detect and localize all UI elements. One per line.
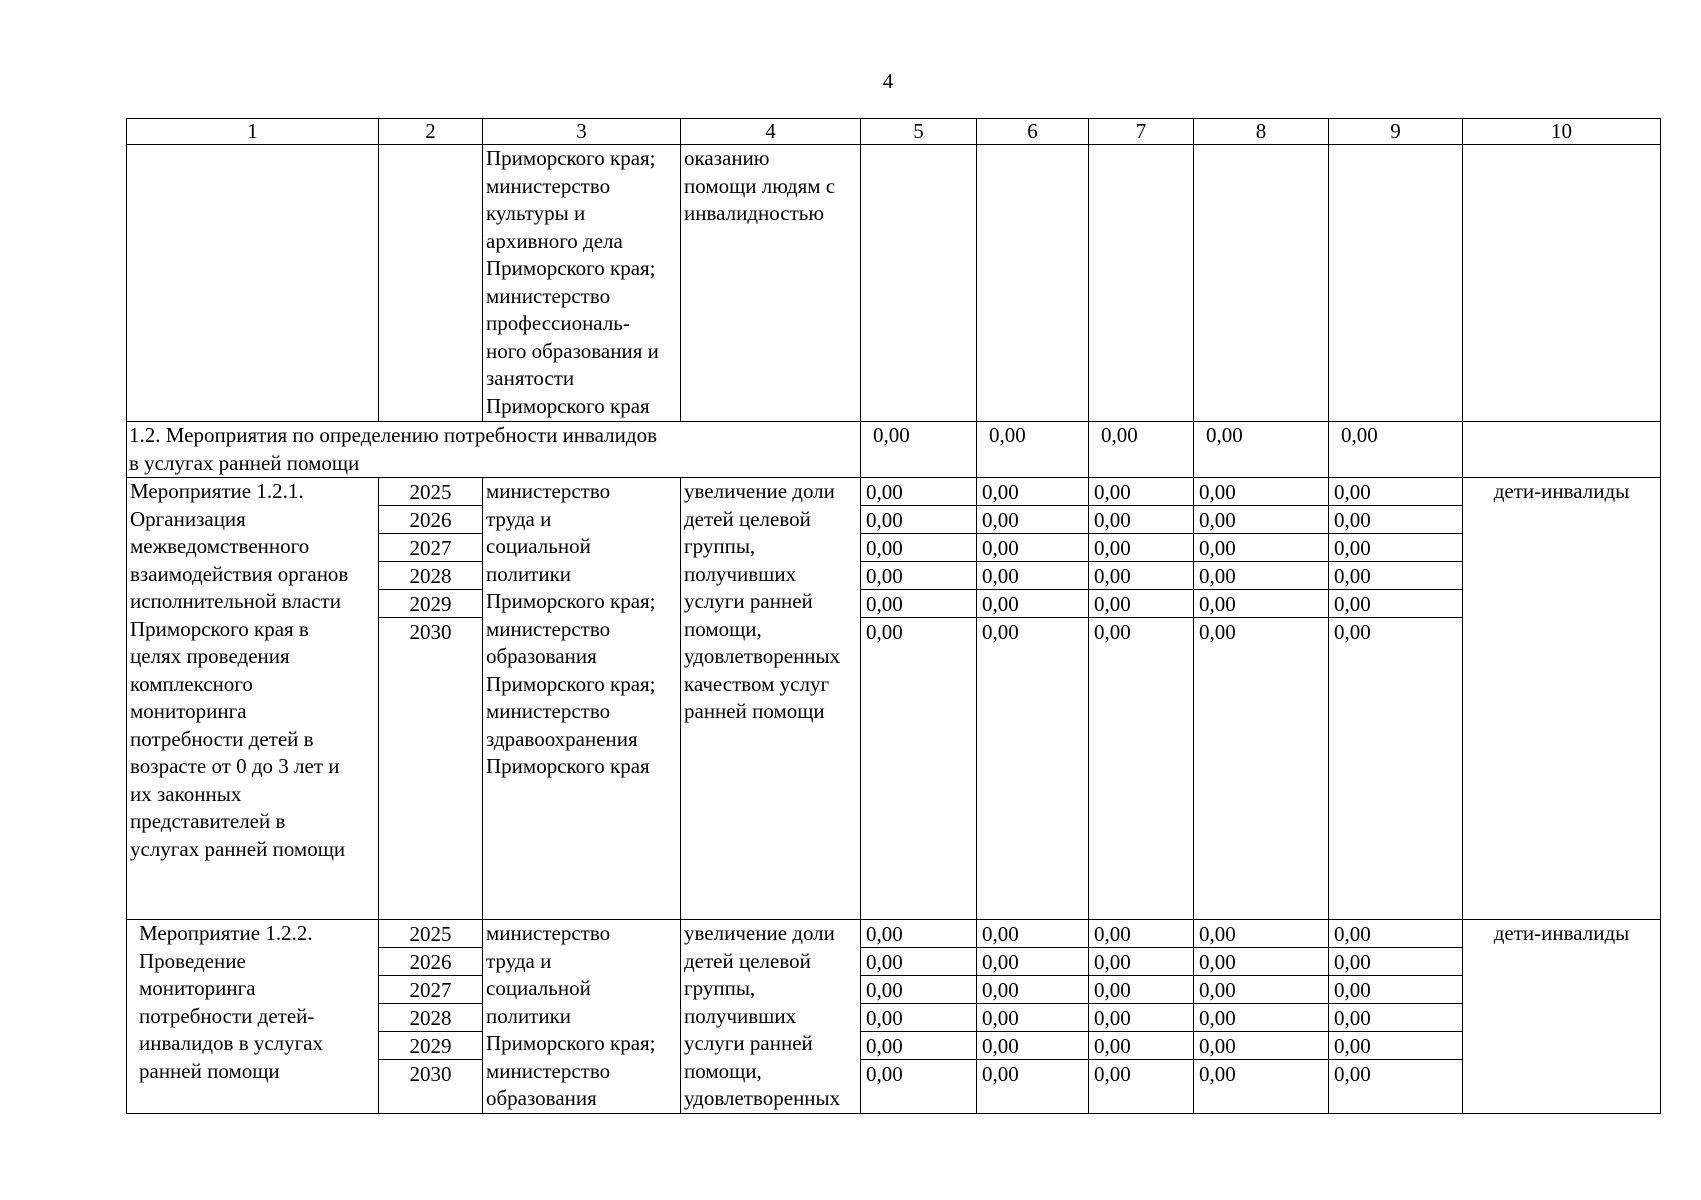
text-line: Приморского края; <box>486 146 656 170</box>
values-cell <box>1089 478 1194 920</box>
text-line: здравоохранения <box>486 726 638 751</box>
result-cell <box>681 478 861 920</box>
values-cell <box>861 478 977 920</box>
text-line: архивного дела <box>486 228 623 253</box>
header-cell: 6 <box>977 119 1089 145</box>
sub-cell: 0,00 <box>1329 506 1463 534</box>
text-line: Приморского края; <box>486 1031 656 1055</box>
result-cell <box>681 920 861 1114</box>
text-line: представителей в <box>130 809 286 833</box>
sub-cell: 0,00 <box>1329 478 1463 506</box>
header-cell: 5 <box>861 119 977 145</box>
header-cell: 4 <box>681 119 861 145</box>
sub-cell: 0,00 <box>861 590 977 618</box>
sub-cell: 0,00 <box>1334 620 1371 644</box>
text-line: детей целевой <box>684 506 811 531</box>
sub-cell: 2029 <box>379 590 483 618</box>
text-line: потребности детей в <box>130 726 314 751</box>
sub-cell: 0,00 <box>1329 920 1463 948</box>
section-value: 0,00 <box>1089 422 1194 478</box>
sub-cell: 0,00 <box>1194 506 1329 534</box>
values-cell <box>861 920 977 1114</box>
result-cell <box>681 145 861 422</box>
sub-cell: 0,00 <box>861 1004 977 1032</box>
text-line: профессиональ- <box>486 311 630 335</box>
text-line: инвалидов в услугах <box>139 1031 324 1055</box>
text-line: министерство <box>486 173 611 198</box>
text-line: политики <box>486 1003 572 1028</box>
sub-cell: 0,00 <box>1194 948 1329 976</box>
sub-cell: 0,00 <box>1094 620 1131 644</box>
sub-cell: 2026 <box>379 506 483 534</box>
text-line: министерство <box>486 699 611 723</box>
sub-cell: 0,00 <box>1199 1062 1236 1086</box>
header-cell: 3 <box>483 119 681 145</box>
sub-cell: 0,00 <box>1194 1032 1329 1060</box>
sub-cell: 2030 <box>409 620 452 644</box>
text-line: социальной <box>486 976 591 1000</box>
text-line: занятости <box>486 366 575 390</box>
text-line: группы, <box>684 534 756 558</box>
header-row <box>127 119 1661 145</box>
sub-cell: 0,00 <box>1199 620 1236 644</box>
years-cell <box>379 920 483 1114</box>
text-line: мониторинга <box>139 976 256 1000</box>
sub-cell: 0,00 <box>866 1062 903 1086</box>
header-cell: 1 <box>127 119 379 145</box>
sub-cell: 0,00 <box>1329 590 1463 618</box>
sub-cell: 0,00 <box>861 562 977 590</box>
section-title: в услугах ранней помощи <box>129 450 360 475</box>
text-line: труда и <box>486 948 552 973</box>
activity-row <box>127 920 1661 1114</box>
activity-name <box>127 478 379 920</box>
text-line: Приморского края <box>486 754 650 778</box>
text-line: получивших <box>684 561 797 586</box>
text-line: министерство <box>486 283 611 308</box>
text-line: качеством услуг <box>684 671 830 696</box>
text-line: мониторинга <box>130 699 247 723</box>
header-cell: 10 <box>1463 119 1661 145</box>
text-line: взаимодействия органов <box>130 561 349 586</box>
text-line: помощи, <box>684 616 762 641</box>
text-line: детей целевой <box>684 948 811 973</box>
executors-cell <box>483 920 681 1114</box>
sub-cell: 0,00 <box>866 620 903 644</box>
sub-cell: 2028 <box>379 1004 483 1032</box>
sub-cell: 0,00 <box>982 1062 1019 1086</box>
text-line: Проведение <box>139 948 246 973</box>
text-line: Приморского края в <box>130 616 309 641</box>
executors-cell <box>483 145 681 422</box>
sub-cell: 0,00 <box>861 948 977 976</box>
text-line: исполнительной власти <box>130 589 341 613</box>
text-line: министерство <box>486 1058 611 1083</box>
text-line: политики <box>486 561 572 586</box>
sub-cell: 2029 <box>379 1032 483 1060</box>
sub-cell: 0,00 <box>1329 534 1463 562</box>
text-line: помощи, <box>684 1058 762 1083</box>
sub-cell: 0,00 <box>1329 948 1463 976</box>
section-row <box>127 422 1661 478</box>
text-line: увеличение доли <box>684 921 835 945</box>
text-line: увеличение доли <box>684 479 835 503</box>
sub-cell: 0,00 <box>977 948 1089 976</box>
sub-cell: 0,00 <box>1089 478 1194 506</box>
sub-cell: 0,00 <box>977 1032 1089 1060</box>
sub-cell: 0,00 <box>1089 948 1194 976</box>
sub-cell: 0,00 <box>861 920 977 948</box>
text-line: министерство <box>486 479 611 503</box>
values-cell <box>1194 920 1329 1114</box>
target-group: дети-инвалиды <box>1463 478 1661 920</box>
sub-cell: 0,00 <box>982 620 1019 644</box>
section-value: 0,00 <box>1329 422 1463 478</box>
section-value: 0,00 <box>977 422 1089 478</box>
sub-cell: 0,00 <box>1194 590 1329 618</box>
values-cell <box>977 920 1089 1114</box>
header-cell: 9 <box>1329 119 1463 145</box>
years-cell <box>379 478 483 920</box>
continuation-row <box>127 145 1661 422</box>
text-line: потребности детей- <box>139 1003 315 1028</box>
text-line: помощи людям с <box>684 173 836 198</box>
text-line: Мероприятие 1.2.1. <box>130 479 304 503</box>
section-value: 0,00 <box>861 422 977 478</box>
sub-cell: 0,00 <box>1329 1004 1463 1032</box>
sub-cell: 2028 <box>379 562 483 590</box>
text-line: получивших <box>684 1003 797 1028</box>
sub-cell: 0,00 <box>1089 920 1194 948</box>
text-line: образования <box>486 1086 597 1110</box>
sub-cell: 0,00 <box>1089 590 1194 618</box>
values-cell <box>1329 920 1463 1114</box>
executors-cell <box>483 478 681 920</box>
sub-cell: 0,00 <box>977 976 1089 1004</box>
activity-name <box>127 920 379 1114</box>
sub-cell: 0,00 <box>861 506 977 534</box>
text-line: Приморского края; <box>486 589 656 613</box>
text-line: оказанию <box>684 146 770 170</box>
text-line: услуги ранней <box>684 1031 813 1055</box>
header-cell: 7 <box>1089 119 1194 145</box>
text-line: ранней помощи <box>139 1058 280 1083</box>
text-line: комплексного <box>130 671 253 696</box>
text-line: инвалидностью <box>684 201 825 225</box>
text-line: возрасте от 0 до 3 лет и <box>130 754 340 778</box>
sub-cell: 0,00 <box>977 590 1089 618</box>
values-cell <box>977 478 1089 920</box>
text-line: ранней помощи <box>684 699 825 723</box>
sub-cell: 0,00 <box>1194 478 1329 506</box>
text-line: труда и <box>486 506 552 531</box>
sub-cell: 0,00 <box>1194 1004 1329 1032</box>
text-line: межведомственного <box>130 534 310 558</box>
values-cell <box>1089 920 1194 1114</box>
target-group: дети-инвалиды <box>1463 920 1661 1114</box>
sub-cell: 0,00 <box>861 534 977 562</box>
section-value: 0,00 <box>1194 422 1329 478</box>
text-line: министерство <box>486 616 611 641</box>
sub-cell: 0,00 <box>1334 1062 1371 1086</box>
page-number: 4 <box>882 69 894 93</box>
sub-cell: 2026 <box>379 948 483 976</box>
sub-cell: 0,00 <box>861 976 977 1004</box>
program-table <box>126 118 1661 1114</box>
sub-cell: 0,00 <box>861 1032 977 1060</box>
sub-cell: 0,00 <box>1089 534 1194 562</box>
sub-cell: 0,00 <box>861 478 977 506</box>
sub-cell: 0,00 <box>1089 562 1194 590</box>
text-line: целях проведения <box>130 644 290 668</box>
text-line: Приморского края; <box>486 671 656 696</box>
sub-cell: 2027 <box>379 976 483 1004</box>
sub-cell: 0,00 <box>977 478 1089 506</box>
text-line: министерство <box>486 921 611 945</box>
sub-cell: 0,00 <box>1329 562 1463 590</box>
sub-cell: 0,00 <box>977 506 1089 534</box>
text-line: услугах ранней помощи <box>130 836 346 861</box>
text-line: Приморского края <box>486 393 650 418</box>
text-line: Мероприятие 1.2.2. <box>139 921 313 945</box>
text-line: Организация <box>130 506 246 531</box>
activity-row <box>127 478 1661 920</box>
values-cell <box>1329 478 1463 920</box>
sub-cell: 0,00 <box>1194 562 1329 590</box>
sub-cell: 0,00 <box>1089 506 1194 534</box>
text-line: Приморского края; <box>486 256 656 280</box>
sub-cell: 0,00 <box>977 1004 1089 1032</box>
sub-cell: 0,00 <box>1089 1004 1194 1032</box>
text-line: услуги ранней <box>684 589 813 613</box>
sub-cell: 0,00 <box>1089 1032 1194 1060</box>
sub-cell: 0,00 <box>1194 920 1329 948</box>
text-line: удовлетворенных <box>684 644 841 668</box>
header-cell: 2 <box>379 119 483 145</box>
text-line: группы, <box>684 976 756 1000</box>
text-line: образования <box>486 644 597 668</box>
sub-cell: 0,00 <box>977 534 1089 562</box>
sub-cell: 0,00 <box>977 562 1089 590</box>
sub-cell: 2025 <box>379 920 483 948</box>
sub-cell: 2025 <box>379 478 483 506</box>
sub-cell: 2027 <box>379 534 483 562</box>
header-cell: 8 <box>1194 119 1329 145</box>
sub-cell: 0,00 <box>1329 976 1463 1004</box>
sub-cell: 0,00 <box>1094 1062 1131 1086</box>
text-line: культуры и <box>486 201 586 225</box>
sub-cell: 2030 <box>409 1062 452 1086</box>
sub-cell: 0,00 <box>1194 534 1329 562</box>
text-line: удовлетворенных <box>684 1086 841 1110</box>
section-title: 1.2. Мероприятия по определению потребности инвалидов <box>129 423 658 447</box>
sub-cell: 0,00 <box>977 920 1089 948</box>
text-line: их законных <box>130 781 242 806</box>
text-line: ного образования и <box>486 338 659 363</box>
sub-cell: 0,00 <box>1194 976 1329 1004</box>
sub-cell: 0,00 <box>1089 976 1194 1004</box>
text-line: социальной <box>486 534 591 558</box>
values-cell <box>1194 478 1329 920</box>
sub-cell: 0,00 <box>1329 1032 1463 1060</box>
